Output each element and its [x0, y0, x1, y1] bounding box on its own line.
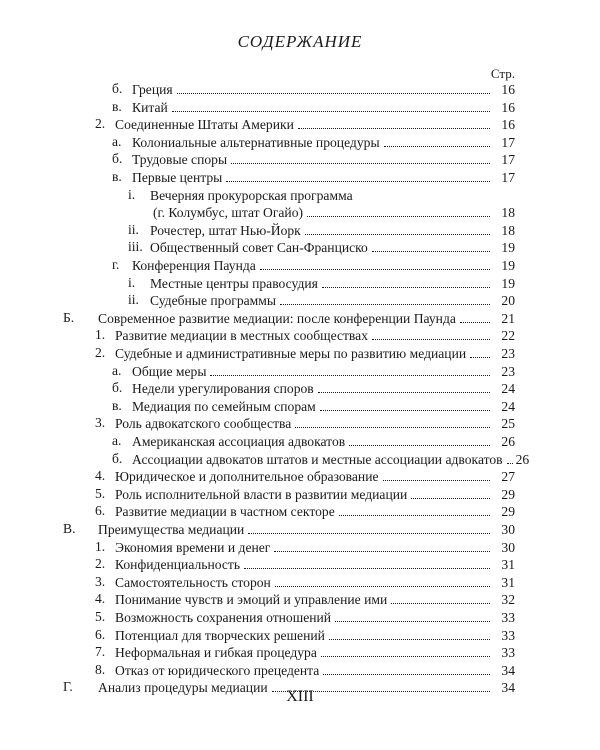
toc-entry[interactable]	[0, 590, 515, 608]
toc-entry[interactable]	[0, 326, 515, 344]
dot-leader	[383, 480, 490, 481]
toc-entry-title: Судебные и административные меры по развитию медиации	[115, 346, 467, 361]
dot-leader	[280, 304, 490, 305]
page-column-header: Стр.	[490, 66, 515, 81]
dot-leader	[507, 463, 513, 464]
toc-entry[interactable]	[0, 661, 515, 679]
toc-entry[interactable]	[0, 309, 515, 327]
toc-entry-page: 30	[501, 539, 515, 555]
toc-entry[interactable]	[0, 555, 515, 573]
dot-leader	[470, 357, 490, 358]
toc-entry-page: 21	[501, 310, 515, 326]
toc-entry-page: 31	[501, 574, 515, 590]
toc-entry-number: 6.	[95, 503, 106, 519]
dot-leader	[248, 533, 490, 534]
toc-entry[interactable]	[0, 186, 515, 204]
toc-entry-title: Роль адвокатского сообщества	[115, 416, 292, 432]
dot-leader	[339, 515, 490, 516]
toc-entry-title: Вечерняя прокурорская программа	[150, 187, 353, 203]
dot-leader	[411, 498, 490, 499]
toc-entry-title: Отказ от юридического прецедента	[115, 662, 320, 678]
toc-entry-page: 16	[501, 117, 515, 133]
dot-leader	[372, 339, 490, 340]
dot-leader	[274, 551, 490, 552]
dot-leader	[349, 445, 490, 446]
toc-entry[interactable]	[0, 80, 515, 98]
toc-entry-page: 24	[501, 381, 515, 397]
toc-entry-number: 5.	[95, 485, 106, 501]
toc-entry-number: 2.	[95, 556, 106, 572]
toc-entry-number: Г.	[63, 679, 73, 695]
dot-leader	[322, 287, 490, 288]
toc-entry[interactable]	[0, 256, 515, 274]
toc-entry-number: i.	[128, 186, 136, 202]
toc-entry-number: i.	[128, 274, 136, 290]
dot-leader	[323, 674, 490, 675]
toc-entry-page: 33	[501, 610, 515, 625]
toc-entry-title: Местные центры правосудия	[150, 275, 318, 291]
toc-entry-page: 31	[501, 557, 515, 573]
toc-entry-title: Роль исполнительной власти в развитии медиации	[115, 486, 408, 502]
toc-entry-title: Общественный совет Сан-Франциско	[150, 240, 368, 256]
toc-entry[interactable]	[0, 274, 515, 292]
toc-entry-page: 33	[501, 645, 515, 661]
dot-leader	[307, 216, 490, 217]
toc-entry-title: Медиация по семейным спорам	[132, 398, 316, 414]
toc-entry[interactable]	[0, 238, 515, 256]
toc-entry-number: 1.	[95, 327, 106, 343]
toc-entry-number: 2.	[95, 116, 106, 132]
toc-entry-page: 19	[501, 258, 515, 273]
toc-entry-number: В.	[63, 521, 76, 536]
dot-leader	[244, 568, 490, 569]
toc-entry-title: Современное развитие медиации: после конференции Паунда	[98, 310, 456, 326]
toc-entry-title: Самостоятельность сторон	[115, 574, 271, 590]
toc-entry-number: 1.	[95, 538, 106, 554]
toc-entry[interactable]	[0, 573, 515, 591]
toc-entry[interactable]	[0, 643, 515, 661]
toc-entry[interactable]	[0, 397, 515, 415]
dot-leader	[321, 656, 490, 657]
dot-leader	[372, 251, 490, 252]
toc-entry-number: 8.	[95, 661, 106, 677]
toc-entry-number: 3.	[95, 415, 106, 431]
toc-entry[interactable]	[0, 362, 515, 380]
dot-leader	[329, 639, 490, 640]
toc-entry-title: Экономия времени и денег	[115, 539, 271, 555]
dot-leader	[460, 322, 490, 323]
toc-entry-title: Общие меры	[132, 363, 207, 379]
toc-entry[interactable]	[0, 520, 515, 538]
toc-entry-title: Развитие медиации в местных сообществах	[115, 328, 369, 344]
toc-entry-page: 20	[501, 293, 515, 309]
toc-entry-page: 25	[501, 416, 515, 432]
toc-entry-title: Трудовые споры	[132, 152, 228, 168]
dot-leader	[335, 621, 490, 622]
dot-leader	[391, 603, 490, 604]
toc-entry-number: ii.	[128, 292, 139, 308]
dot-leader	[231, 163, 490, 164]
toc-entry-title: Колониальные альтернативные процедуры	[132, 134, 380, 150]
toc-entry-page: 16	[501, 99, 515, 115]
toc-entry-number: Б.	[63, 309, 75, 325]
toc-entry-number: 5.	[95, 609, 106, 624]
toc-entry-title: Греция	[132, 82, 173, 97]
dot-leader	[305, 234, 490, 235]
dot-leader	[295, 427, 490, 428]
page-folio: XIII	[286, 688, 314, 705]
toc-entry[interactable]	[0, 115, 515, 133]
toc-entry-number: б.	[112, 81, 123, 96]
toc-entry[interactable]	[0, 608, 515, 626]
toc-entry[interactable]	[0, 221, 515, 239]
toc-entry-title: Юридическое и дополнительное образование	[115, 469, 379, 485]
toc-entry-page: 27	[501, 469, 515, 485]
toc-entry-page: 26	[501, 434, 515, 449]
toc-entry-title: Анализ процедуры медиации	[98, 680, 268, 696]
toc-entry-title: Развитие медиации в частном секторе	[115, 504, 335, 520]
toc-entry[interactable]	[0, 379, 515, 397]
toc-entry-number: а.	[112, 133, 122, 149]
toc-entry-number: б.	[112, 450, 123, 466]
toc-entry-title: Первые центры	[132, 170, 223, 185]
toc-entry[interactable]	[0, 203, 515, 221]
toc-entry-title: Американская ассоциация адвокатов	[132, 434, 346, 449]
toc-entry-number: а.	[112, 433, 122, 448]
dot-leader	[320, 410, 490, 411]
toc-entry[interactable]	[0, 414, 515, 432]
toc-entry-page: 29	[501, 504, 515, 520]
dot-leader	[318, 392, 490, 393]
toc-entry-page: 29	[501, 486, 515, 502]
toc-entry-number: 2.	[95, 345, 106, 360]
toc-entry[interactable]	[0, 150, 515, 168]
toc-entry-page: 24	[501, 398, 515, 414]
toc-entry-number: а.	[112, 362, 122, 378]
toc-entry-page: 23	[501, 363, 515, 379]
toc-entry-number: 7.	[95, 644, 106, 660]
toc-entry-page: 18	[501, 205, 515, 221]
dot-leader	[210, 375, 490, 376]
toc-entry-title: Неформальная и гибкая процедура	[115, 645, 317, 661]
dot-leader	[298, 128, 490, 129]
toc-entry-page: 32	[501, 592, 515, 608]
toc-entry-title: Недели урегулирования споров	[132, 381, 314, 397]
toc-entry-page: 16	[501, 82, 515, 97]
toc-entry[interactable]	[0, 485, 515, 503]
toc-entry-number: iii.	[128, 239, 143, 255]
toc-entry-page: 34	[501, 680, 515, 696]
toc-entry-title: Соединенные Штаты Америки	[115, 117, 294, 133]
toc-entry-page: 34	[501, 662, 515, 678]
toc-entry-title: Судебные программы	[150, 293, 276, 309]
toc-entry-title: Рочестер, штат Нью-Йорк	[150, 222, 301, 238]
toc-entry[interactable]	[0, 467, 515, 485]
dot-leader	[226, 181, 490, 182]
toc-entry-title: Преимущества медиации	[98, 522, 245, 537]
toc-entry-number: в.	[112, 397, 122, 413]
toc-entry[interactable]	[0, 291, 515, 309]
dot-leader	[384, 146, 490, 147]
toc-entry[interactable]	[0, 344, 515, 362]
toc-entry-title: Конференция Паунда	[132, 258, 256, 273]
toc-entry[interactable]	[0, 502, 515, 520]
toc-entry-number: б.	[112, 151, 123, 167]
toc-entry-number: 4.	[95, 468, 106, 484]
toc-entry[interactable]	[0, 450, 530, 468]
toc-entry[interactable]	[0, 168, 515, 186]
dot-leader	[172, 111, 490, 112]
toc-entry-page: 33	[501, 627, 515, 643]
toc-entry-title: Китай	[132, 99, 168, 115]
toc-entry-title: Понимание чувств и эмоций и управление ими	[115, 592, 388, 608]
page-title: СОДЕРЖАНИЕ	[237, 32, 363, 51]
toc-entry-page: 17	[501, 134, 515, 150]
toc-entry-page: 30	[501, 522, 515, 537]
toc-entry-title: Ассоциации адвокатов штатов и местные ассоциации адвокатов	[132, 451, 503, 467]
toc-entry-page: 23	[501, 346, 515, 361]
dot-leader	[177, 93, 490, 94]
toc-entry-number: в.	[112, 169, 122, 184]
toc-entry-number: 4.	[95, 591, 106, 607]
toc-entry-number: г.	[112, 257, 120, 272]
toc-entry[interactable]	[0, 432, 515, 450]
toc-entry-page: 26	[515, 451, 530, 467]
toc-entry-page: 18	[501, 222, 515, 238]
toc-entry-title: Возможность сохранения отношений	[115, 610, 332, 625]
dot-leader	[275, 586, 490, 587]
toc-entry-number: ii.	[128, 221, 139, 237]
toc-entry-page: 17	[501, 152, 515, 168]
toc-entry[interactable]	[0, 133, 515, 151]
toc-entry-number: в.	[112, 98, 122, 114]
toc-entry[interactable]	[0, 626, 515, 644]
toc-entry-page: 19	[501, 275, 515, 291]
toc-entry-number: б.	[112, 380, 123, 396]
toc-entry-number: 3.	[95, 573, 106, 589]
toc-entry-title: Потенциал для творческих решений	[115, 627, 325, 643]
toc-entry-page: 17	[501, 170, 515, 185]
toc-entry-number: 6.	[95, 626, 106, 642]
toc-entry[interactable]	[0, 538, 515, 556]
dot-leader	[260, 269, 490, 270]
toc-entry-page: 22	[501, 328, 515, 344]
toc-entry-page: 19	[501, 240, 515, 256]
toc-entry-title: (г. Колумбус, штат Огайо)	[153, 205, 304, 221]
toc-entry[interactable]	[0, 98, 515, 116]
toc-entry-title: Конфиденциальность	[115, 557, 241, 573]
